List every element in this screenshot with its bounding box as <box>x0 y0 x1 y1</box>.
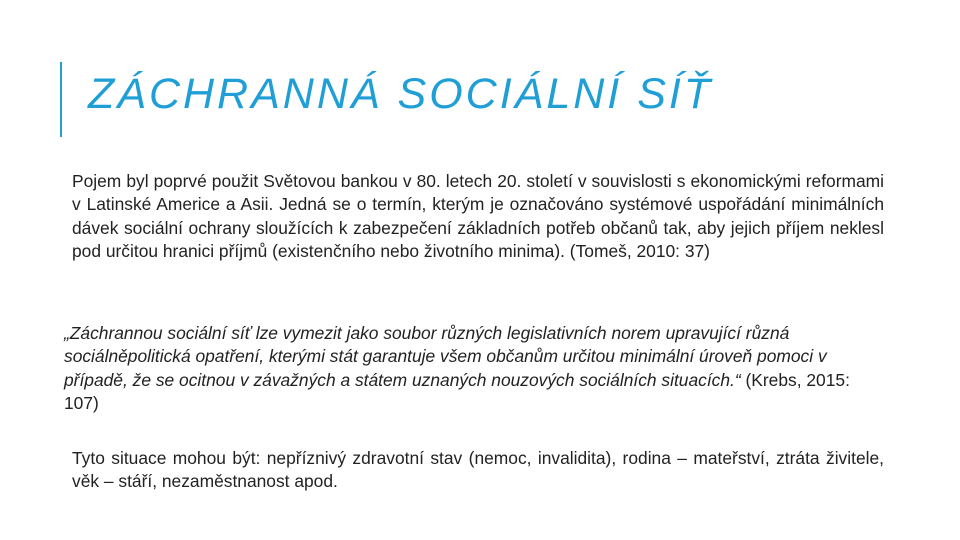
situations-paragraph: Tyto situace mohou být: nepříznivý zdravotní stav (nemoc, invalidita), rodina – mateřství, ztráta živitele, věk – stáří, nezaměstnanost apod. <box>72 448 884 492</box>
quote-citation: (Krebs, 2015: 107) <box>64 369 850 413</box>
quote-paragraph <box>64 322 864 415</box>
title-accent-bar <box>60 62 62 137</box>
quote-text: „Záchrannou sociální síť lze vymezit jako soubor různých legislativních norem upravující různá sociálněpolitická opatření, kterými stát garantuje všem občanům určitou minimální úroveň pomoci v případě, že se ocitnou v závažných a státem uznaných nouzových sociálních situacích.“ <box>64 323 827 390</box>
slide-title: ZÁCHRANNÁ SOCIÁLNÍ SÍŤ <box>88 70 714 118</box>
definition-paragraph: Pojem byl poprvé použit Světovou bankou v 80. letech 20. století v souvislosti s ekonomickými reformami v Latinské Americe a Asii. Jedná se o termín, kterým je označováno systémové uspořádání minimálních dávek sociální ochrany sloužících k zabezpečení základních potřeb občanů tak, aby jejich příjem neklesl pod určitou hranici příjmů (existenčního nebo životního minima). (Tomeš, 2010: 37) <box>72 171 884 261</box>
